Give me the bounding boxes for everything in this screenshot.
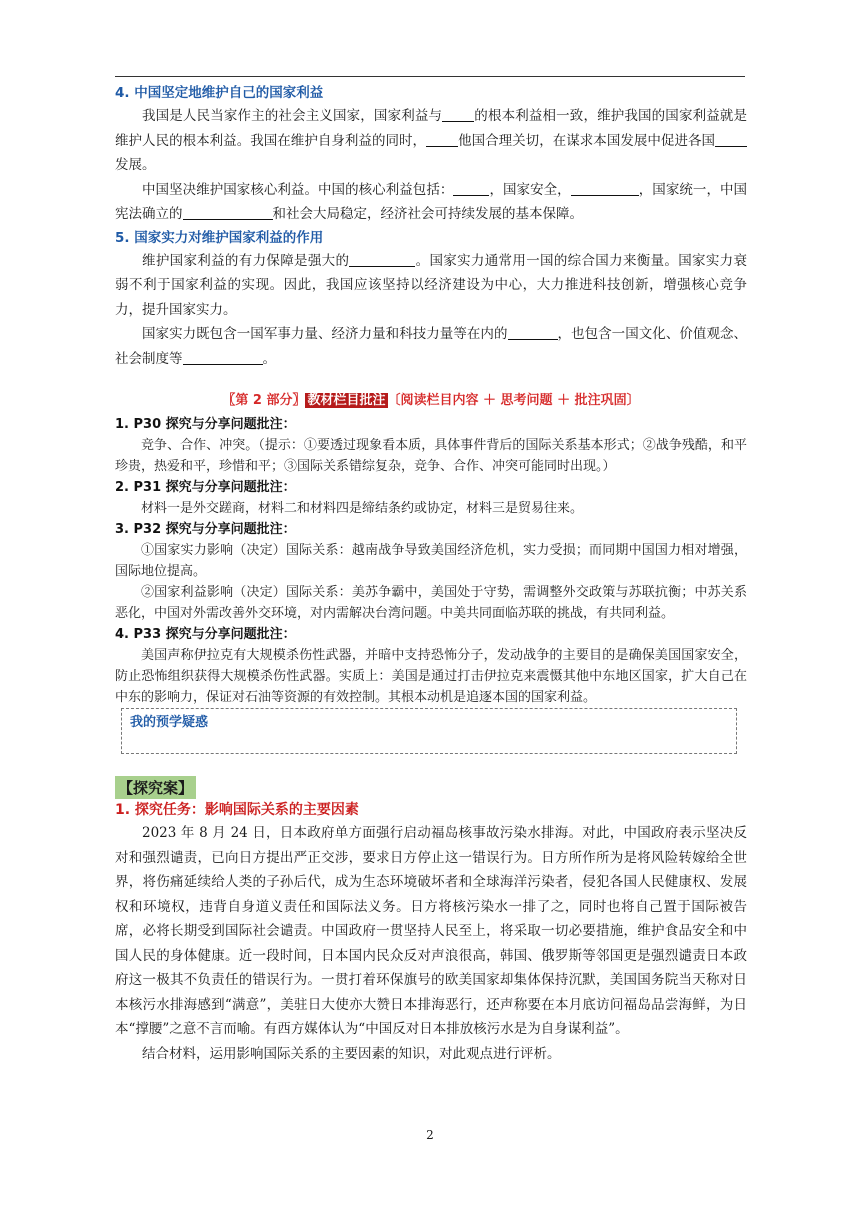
note-2-title: 2. P31 探究与分享问题批注：	[115, 480, 296, 495]
section-5-para-2: 国家实力既包含一国军事力量、经济力量和科技力量等在内的 ，也包含一国文化、价值观念、社会制度等 。	[115, 326, 748, 367]
part-2-heading	[115, 389, 747, 408]
fill-blank[interactable]	[183, 349, 263, 365]
fill-blank[interactable]	[508, 324, 558, 340]
note-1-title: 1. P30 探究与分享问题批注：	[115, 417, 296, 432]
page-content	[115, 82, 747, 1066]
part-2-tag: 〖第 2 部分〗	[222, 393, 306, 408]
section-4-para-2: 中国坚决维护国家核心利益。中国的核心利益包括： ，国家安全， ，国家统一，中国宪法确立的 和社会大局稳定，经济社会可持续发展的基本保障。	[115, 181, 748, 222]
fill-blank[interactable]	[571, 180, 639, 196]
note-3-para-1: ①国家实力影响（决定）国际关系：越南战争导致美国经济危机，实力受损；而同期中国国力相对增强，国际地位提高。	[115, 543, 747, 579]
tanjiu-label: 【探究案】	[115, 776, 196, 799]
note-3-para-2: ②国家利益影响（决定）国际关系：美苏争霸中，美国处于守势，需调整外交政策与苏联抗衡；中苏关系恶化，中国对外需改善外交环境，对内需解决台湾问题。中美共同面临苏联的挑战，有共同利益。	[115, 585, 747, 621]
fill-blank[interactable]	[183, 204, 273, 220]
fill-blank[interactable]	[426, 131, 458, 147]
fill-blank[interactable]	[442, 106, 474, 122]
task-title: 1. 探究任务：影响国际关系的主要因素	[115, 802, 359, 818]
note-1-para: 竞争、合作、冲突。（提示：①要透过现象看本质，具体事件背后的国际关系基本形式；②战争残酷，和平珍贵，热爱和平，珍惜和平；③国际关系错综复杂，竞争、合作、冲突可能同时出现。）	[115, 438, 747, 474]
section-5-title: 5. 国家实力对维护国家利益的作用	[115, 229, 324, 246]
section-4-title: 4. 中国坚定地维护自己的国家利益	[115, 85, 324, 101]
fill-blank[interactable]	[715, 131, 747, 147]
note-3-title: 3. P32 探究与分享问题批注：	[115, 522, 296, 537]
fill-blank[interactable]	[349, 251, 415, 267]
task-material: 2023 年 8 月 24 日，日本政府单方面强行启动福岛核事故污染水排海。对此，中国政府表示坚决反对和强烈谴责，已向日方提出严正交涉，要求日方停止这一错误行为。日方所作所为是将风险转嫁给全世界，将伤痛延续给人类的子孙后代，成为生态环境破坏者和全球海洋污染者，侵犯各国人民健康权、发展权和环境权，违背自身道义责任和国际法义务。日方将核污染水一排了之，同时也将自己置于国际被告席，必将长期受到国际社会谴责。中国政府一贯坚持人民至上，将采取一切必要措施，维护食品安全和中国人民的身体健康。近一段时间，日本国内民众反对声浪很高，韩国、俄罗斯等邻国更是强烈谴责日本政府这一极其不负责任的错误行为。一贯打着环保旗号的欧美国家却集体保持沉默，美国国务院当天称对日本核污水排海感到“满意”，美驻日大使亦大赞日本排海恶行，还声称要在本月底访问福岛品尝海鲜，为日本“撑腰”之意不言而喻。有西方媒体认为“中国反对日本排放核污水是为自身谋利益”。	[115, 825, 747, 1037]
section-4-para-1: 我国是人民当家作主的社会主义国家，国家利益与 的根本利益相一致，维护我国的国家利益就是维护人民的根本利益。我国在维护自身利益的同时， 他国合理关切，在谋求本国发展中促进各国发展。	[115, 108, 748, 173]
section-5-para-1: 维护国家利益的有力保障是强大的 。国家实力通常用一国的综合国力来衡量。国家实力衰弱不利于国家利益的实现。因此，我国应该坚持以经济建设为中心，大力推进科技创新，增强核心竞争力，提升国家实力。	[115, 252, 748, 318]
header-rule	[115, 76, 745, 77]
doubt-label: 我的预学疑惑	[130, 715, 209, 730]
note-2-para: 材料一是外交蹉商，材料二和材料四是缔结条约或协定，材料三是贸易往来。	[141, 501, 584, 516]
note-4-title: 4. P33 探究与分享问题批注：	[115, 627, 296, 642]
note-4-para: 美国声称伊拉克有大规模杀伤性武器，并暗中支持恐怖分子，发动战争的主要目的是确保美国国家安全，防止恐怖组织获得大规模杀伤性武器。实质上：美国是通过打击伊拉克来震慑其他中东地区国家，扩大自己在中东的影响力，保证对石油等资源的有效控制。其根本动机是追逐本国的国家利益。	[115, 648, 747, 705]
task-question: 结合材料，运用影响国际关系的主要因素的知识，对此观点进行评析。	[142, 1045, 561, 1062]
page-number: 2	[426, 1128, 434, 1142]
part-2-subtitle: 〔阅读栏目内容 ＋ 思考问题 ＋ 批注巩固〕	[387, 393, 640, 408]
doubt-box[interactable]	[121, 708, 737, 754]
fill-blank[interactable]	[453, 180, 489, 196]
part-2-highlight: 教材栏目批注	[307, 393, 386, 408]
